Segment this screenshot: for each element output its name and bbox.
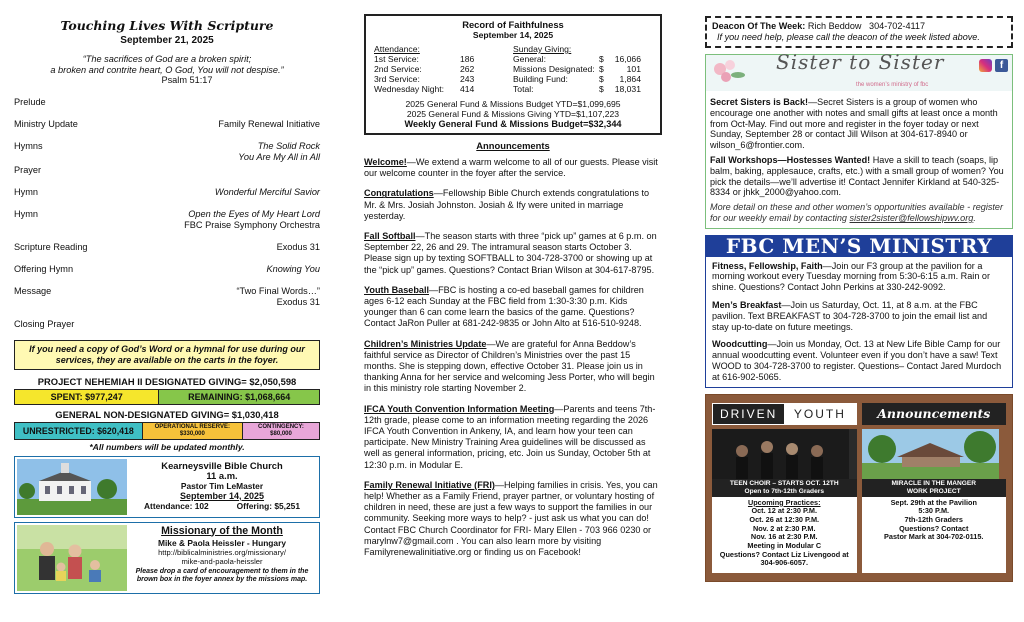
service-item: Closing Prayer [14, 318, 75, 329]
announcement-item: Family Renewal Initiative (FRI)—Helping families in crisis. Yes, you can help! Whether as a Family Friend, prayer partner, or voluntary hosting of children in need, these are just a few ways to support the families in our community. Seeking more ways to help? - just ask us what you can do! Contact FBC Church Coordinator for FRI- Mary Ellen - 703 966 0230 or marylnw7@gmail.com . You can also learn more by visiting Familyrenewalinitiative.org or finding us on Facebook! [364, 479, 658, 558]
missionary-photo [17, 525, 127, 591]
instagram-icon[interactable] [979, 59, 992, 72]
secret-sisters-text: Secret Sisters is Back!—Secret Sisters is a group of women who encourage one another with notes and small gifts at least once a month from Oct-May. Find out more and register in the foyer today or next Sunday, September 28 or contact Jill Wilson at 304-617-8940 or wilson_6@frontier.com. [710, 97, 998, 151]
spent-segment: SPENT: $977,247 [15, 390, 159, 404]
missionary-link[interactable]: http://biblicalministries.org/missionary/ mike-and-paola-heissler [158, 547, 286, 566]
practice-date: Nov. 16 at 2:30 P.M. [750, 532, 818, 542]
service-item: Message “Two Final Words…” Exodus 31 [14, 285, 320, 307]
announcements-logo: Announcements [862, 403, 1007, 425]
attendance-row: 3rd Service: 243 [374, 74, 475, 84]
attendance-row: 1st Service: 186 [374, 54, 475, 64]
announcement-item: IFCA Youth Convention Information Meeting—Parents and teens 7th-12th grade, please come to an information meeting regarding the 2026 IFCA Youth Convention in Ankeny, IA, and learn how your teen can participate. New Ministry Training Area guidelines will be discussed as well as general information, pricing, etc. Join us Sunday, October 5th at 12:30 p.m. in Modular E. [364, 403, 656, 470]
announcement-item: Congratulations—Fellowship Bible Church extends congratulations to Mr. & Mrs. Josiah Johnston. Josiah & Ify were united in marriage yesterday. [364, 188, 650, 221]
missionary-info: Missionary of the Month Mike & Paola Heissler - Hungary http://biblicalministries.org/missionary/ mike-and-paola-heissler Please drop a card of encouragement to them in the brown box in the foyer annex by the missions map. [127, 525, 317, 591]
womens-email-text: More detail on these and other women’s opportunities available - register for our weekly email by contacting sister2sister@fellowshipwv.org. [710, 202, 1004, 223]
attendance-table: Attendance: 1st Service: 186 2nd Service: 262 3rd Service: 243 Wednesday Night: 414 [374, 44, 513, 94]
announcement-item: Youth Baseball—FBC is hosting a co-ed baseball games for children ages 6-12 each Sunday at the FBC field from 1:30-3:30 p.m. Kids younger than 6 can come learn the basics of the game. Questions? Contact JaRon Puller at 681-242-9835 or John Alto at 516-510-9248. [364, 284, 644, 329]
verse-reference: Psalm 51:17 [161, 75, 213, 85]
mens-ministry-item: Woodcutting—Join us Monday, Oct. 13 at New Life Bible Camp for our annual woodcutting event. Volunteer even if you don’t have a saw! Text WOOD to 304-728-3700 to register. Questions– Contact Jared Murdoch at 616-902-5065. [712, 339, 1002, 382]
announcements-heading: Announcements [476, 140, 550, 151]
attendance-row: Wednesday Night: 414 [374, 84, 475, 94]
ministries-column [705, 0, 1013, 622]
service-item: Prelude [14, 96, 46, 107]
hymnal-notice: If you need a copy of God’s Word or a hymnal for use during our services, they are available on the carts in the foyer. [14, 340, 320, 370]
announcement-item: Children’s Ministries Update—We are grateful for Anna Beddow’s faithful service as Director of Children’s Ministries over the past 15 months. She is stepping down, effective October 31. Please join us in thanking Anna for her service and welcoming Jess Porter, who will begin in this ministry role starting November 2. [364, 338, 655, 394]
giving-table: Sunday Giving: General: $ 16,066 Missions Designated: $ 101 Building Fund: $ 1,864 Total: $ 18,031 [513, 44, 652, 94]
service-item: Ministry Update Family Renewal Initiative [14, 118, 320, 129]
service-item: Scripture Reading Exodus 31 [14, 241, 320, 252]
giving-note: *All numbers will be updated monthly. [89, 441, 245, 452]
service-item: Prayer [14, 164, 42, 175]
facebook-icon[interactable]: f [995, 59, 1008, 72]
fall-workshops-text: Fall Workshops—Hostesses Wanted! Have a skill to teach (soaps, lip balm, baking, applesauce, crafts, etc.) with a small group of women? You pick the details—we’ll advertise it! Contact Jennifer Kirkland at 540-325-8334 or jhkk_2000@yahoo.com. [710, 154, 1004, 198]
service-item: Hymn Open the Eyes of My Heart Lord FBC Praise Symphony Orchestra [14, 208, 320, 230]
driven-youth-panel: DRIVEN YOUTH TEEN CHOIR – STARTS OCT. 12TH Open to 7th-12th Graders Upcoming Practices: Oct. 12 at 2:30 P.M. Oct. 26 at 12:30 P.M. Nov. 2 at 2:30 P.M. Nov. 16 at 2:30 P.M. Meeting in Modular C Questions? Contact Liz Livengood at 304-906-6057. [712, 403, 857, 573]
announcements-panel: Announcements MIRACLE IN THE MANGER WORK PROJECT Sept. 29th at the Pavilion 5:30 P.M. 7th-12th Graders Questions? Contact Pastor Mark at 304-702-0115. [862, 403, 1007, 573]
remaining-segment: REMAINING: $1,068,664 [159, 390, 319, 404]
record-of-faithfulness: Record of Faithfulness September 14, 2025 Attendance: 1st Service: 186 2nd Service: 262 3rd Service: 243 Wednesday Night: 414 Sunday Giving: General: $ 16,066 Missions Designated: $ 101 Building Fund: $ 1,864 Total: $ 18,031 2025 General Fund & Missions Budget YTD=$1,099,695 2025 General Fund & Missions Giving YTD=$1,107,223 Weekly General Fund & Missions Budget=$32,344 [364, 14, 662, 135]
sister-logo: Sister to Sister the women’s ministry of fbc f [706, 55, 1012, 91]
teen-choir-photo [712, 429, 857, 479]
general-giving-title: GENERAL NON-DESIGNATED GIVING= $1,030,418 [55, 408, 279, 420]
order-of-service-column [14, 0, 320, 622]
sister-email-link[interactable]: sister2sister@fellowshipwv.org [849, 212, 974, 223]
practice-date: Nov. 2 at 2:30 P.M. [752, 523, 816, 533]
attendance-row: 2nd Service: 262 [374, 64, 475, 74]
manger-project-card: Sept. 29th at the Pavilion 5:30 P.M. 7th-12th Graders Questions? Contact Pastor Mark at 304-702-0115. [862, 497, 1007, 573]
nehemiah-title: PROJECT NEHEMIAH II DESIGNATED GIVING= $2,050,598 [37, 375, 297, 387]
unrestricted-segment: UNRESTRICTED: $620,418 [15, 423, 143, 439]
youth-practices-card: Upcoming Practices: Oct. 12 at 2:30 P.M. Oct. 26 at 12:30 P.M. Nov. 2 at 2:30 P.M. Nov. 16 at 2:30 P.M. Meeting in Modular C Questions? Contact Liz Livengood at 304-906-6057. [712, 497, 857, 573]
order-of-service [14, 97, 320, 330]
announcements-column [364, 0, 662, 622]
announcement-item: Welcome!—We extend a warm welcome to all of our guests. Please visit our welcome counter in the foyer after the service. [364, 157, 658, 179]
contingency-segment: CONTINGENCY: $80,000 [243, 423, 319, 439]
kbc-card [14, 456, 320, 518]
giving-row: General: $ 16,066 [513, 54, 641, 64]
general-giving-bar [14, 422, 320, 440]
scripture-verse: “The sacrifices of God are a broken spirit; a broken and contrite heart, O God, You will not despise.” [50, 54, 284, 75]
service-item: Hymn Wonderful Merciful Savior [14, 186, 320, 197]
practice-date: Oct. 12 at 2:30 P.M. [751, 506, 818, 516]
bulletin-title: Touching Lives With Scripture [60, 18, 274, 33]
deacon-of-week: Deacon Of The Week: Rich Beddow 304-702-4117 If you need help, please call the deacon of the week listed above. [705, 16, 1013, 48]
church-photo [17, 459, 127, 515]
reserve-segment: OPERATIONAL RESERVE: $330,000 [143, 423, 243, 439]
nehemiah-bar [14, 389, 320, 405]
pavilion-photo [862, 429, 1007, 479]
bulletin-date: September 21, 2025 [120, 35, 214, 46]
service-item: Hymns The Solid Rock You Are My All in All [14, 140, 320, 162]
missionary-card [14, 522, 320, 594]
floral-icon [708, 55, 748, 91]
kbc-info: Kearneysville Bible Church 11 a.m. Pastor Tim LeMaster September 14, 2025 Attendance: 102 Offering: $5,251 [143, 459, 300, 511]
mens-ministry-item: Fitness, Fellowship, Faith—Join our F3 group at the pavilion for a morning workout every Tuesday morning from 5:30-6:15 a.m. Rain or shine. Questions? Contact John Perkins at 330-242-9092. [712, 260, 990, 293]
announcement-item: Fall Softball—The season starts with three “pick up” games at 6 p.m. on September 22, 26 and 29. The intramural season starts October 3. Please sign up by texting SOFTBALL to 304-728-3700 or showing up at the “pick up” games. Questions? Contact Brian Wilson at 304-617-8795. [364, 231, 657, 275]
driven-youth-logo: DRIVEN YOUTH [712, 403, 857, 425]
giving-row: Missions Designated: $ 101 [513, 64, 641, 74]
youth-photo-box [705, 394, 1013, 582]
mens-ministry-item: Men’s Breakfast—Join us Saturday, Oct. 11, at 8 a.m. at the FBC pavilion. Text BREAKFAST to 304-728-3700 to join the email list and stay up-to-date on future meetings. [712, 299, 988, 332]
announcement-list [364, 157, 662, 558]
mens-ministry-banner: FBC MEN’S MINISTRY [706, 236, 1012, 257]
sister-to-sister-box [705, 50, 1013, 229]
practice-date: Oct. 26 at 12:30 P.M. [749, 514, 820, 524]
service-item: Offering Hymn Knowing You [14, 263, 320, 274]
giving-row: Total: $ 18,031 [513, 84, 641, 94]
mens-ministry-box [705, 235, 1013, 388]
giving-row: Building Fund: $ 1,864 [513, 74, 641, 84]
